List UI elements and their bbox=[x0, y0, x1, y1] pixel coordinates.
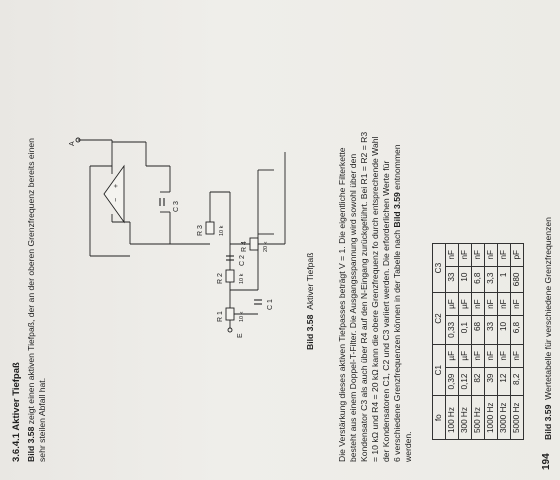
table-cell: nF bbox=[459, 243, 472, 266]
label-op-minus: − bbox=[113, 197, 120, 202]
table-header-row bbox=[433, 243, 446, 439]
table-row bbox=[511, 243, 524, 439]
table-cell: 12 bbox=[498, 367, 511, 396]
label-c2: C 2 bbox=[239, 255, 246, 266]
table-cell: 3,3 bbox=[485, 266, 498, 293]
paragraph-line-text: entnommen bbox=[392, 144, 402, 193]
paragraph-line: werden. bbox=[403, 431, 413, 462]
figure-2-label: Bild 3.59 bbox=[543, 404, 553, 440]
table-cell: 10 bbox=[498, 315, 511, 344]
op-amp bbox=[104, 166, 124, 222]
figure-2-text: Wertetabelle für verschiedene Grenzfrequenzen bbox=[543, 217, 553, 400]
figure-1-label: Bild 3.58 bbox=[305, 314, 315, 350]
table-cell: 6,8 bbox=[511, 315, 524, 344]
table-header-cell: C1 bbox=[433, 344, 446, 396]
table-cell: 500 Hz bbox=[472, 396, 485, 440]
table-row bbox=[472, 243, 485, 439]
table-cell: 33 bbox=[446, 266, 459, 293]
section-title: 3.6.4.1 Aktiver Tiefpaß bbox=[11, 362, 22, 462]
intro-line-2: sehr steilen Abfall hat. bbox=[37, 377, 47, 462]
table-cell: nF bbox=[511, 344, 524, 367]
table-row bbox=[485, 243, 498, 439]
table-cell: µF bbox=[459, 293, 472, 316]
table-header-cell: C2 bbox=[433, 293, 446, 345]
table-cell: 300 Hz bbox=[459, 396, 472, 440]
paragraph-line bbox=[392, 144, 402, 462]
paragraph-line: der Kondensatoren C1, C2 und C3 variiert werden. Die erforderlichen Werte für bbox=[381, 160, 391, 462]
figure-1-caption bbox=[305, 253, 315, 350]
table-cell: 5000 Hz bbox=[511, 396, 524, 440]
table-cell: 82 bbox=[472, 367, 485, 396]
table-cell: nF bbox=[498, 293, 511, 316]
label-r4: R 4 bbox=[241, 241, 248, 252]
table-cell: 1 bbox=[498, 266, 511, 293]
table-row bbox=[446, 243, 459, 439]
table-cell: 0,33 bbox=[446, 315, 459, 344]
label-input: E bbox=[237, 333, 244, 338]
label-r3: R 3 bbox=[197, 225, 204, 236]
table-cell: µF bbox=[446, 344, 459, 367]
label-c3: C 3 bbox=[173, 201, 180, 212]
table-cell: 33 bbox=[485, 315, 498, 344]
table-cell: 68 bbox=[472, 315, 485, 344]
table-cell: 6,8 bbox=[472, 266, 485, 293]
paragraph-line: besteht aus einem Doppel-T-Filter. Die Ausgangsspannung wird sowohl über den bbox=[348, 153, 358, 462]
label-r3-value: 10 k bbox=[219, 225, 225, 236]
table-row bbox=[459, 243, 472, 439]
table-header-cell: fo bbox=[433, 396, 446, 440]
lowpass-schematic bbox=[70, 132, 295, 342]
table-cell: nF bbox=[498, 243, 511, 266]
figure-1-text: Aktiver Tiefpaß bbox=[305, 252, 315, 310]
table-cell: nF bbox=[485, 243, 498, 266]
resistor-r2 bbox=[226, 270, 234, 282]
paragraph-line: Die Verstärkung dieses aktiven Tiefpasses beträgt V = 1. Die eigentliche Filterkette bbox=[337, 147, 347, 462]
resistor-r1 bbox=[226, 308, 234, 320]
table-cell: nF bbox=[485, 293, 498, 316]
figure-2-caption bbox=[543, 217, 553, 440]
label-r1: R 1 bbox=[217, 311, 224, 322]
label-c1: C 1 bbox=[267, 299, 274, 310]
table-cell: 8,2 bbox=[511, 367, 524, 396]
intro-line-1 bbox=[26, 138, 36, 462]
resistor-r4 bbox=[250, 238, 258, 250]
label-op-plus: + bbox=[113, 183, 120, 188]
table-cell: nF bbox=[498, 344, 511, 367]
table-row bbox=[498, 243, 511, 439]
table-body bbox=[446, 243, 524, 439]
table-cell: 0,12 bbox=[459, 367, 472, 396]
label-r4-value: 20 k bbox=[263, 241, 269, 252]
input-terminal bbox=[228, 328, 232, 332]
table-cell: 0,1 bbox=[459, 315, 472, 344]
paragraph-line: Kondensator C3 als auch über R4 auf den N-Eingang zurückgeführt. Bei R1 = R2 = R3 bbox=[359, 131, 369, 462]
table-cell: µF bbox=[459, 344, 472, 367]
table-cell: 3000 Hz bbox=[498, 396, 511, 440]
intro-line-1-text: zeigt einen aktiven Tiefpaß, der an der oberen Grenzfrequenz bereits einen bbox=[26, 138, 36, 427]
table-cell: 100 Hz bbox=[446, 396, 459, 440]
table-cell: nF bbox=[446, 243, 459, 266]
table-cell: pF bbox=[511, 243, 524, 266]
table-cell: 1000 Hz bbox=[485, 396, 498, 440]
paragraph-figure-ref: Bild 3.59 bbox=[392, 192, 402, 228]
table-cell: nF bbox=[472, 293, 485, 316]
paragraph-line: = 10 kΩ und R4 = 20 kΩ kann die obere Grenzfrequenz fo durch entsprechende Wahl bbox=[370, 136, 380, 462]
label-r2: R 2 bbox=[217, 273, 224, 284]
table-cell: nF bbox=[472, 344, 485, 367]
table-cell: nF bbox=[485, 344, 498, 367]
resistor-r3 bbox=[206, 222, 214, 234]
label-r1-value: 10 k bbox=[239, 311, 245, 322]
page-number: 194 bbox=[541, 453, 552, 470]
table-cell: nF bbox=[472, 243, 485, 266]
table-cell: 10 bbox=[459, 266, 472, 293]
label-r2-value: 10 k bbox=[239, 273, 245, 284]
label-output: A bbox=[69, 141, 76, 146]
table-cell: 39 bbox=[485, 367, 498, 396]
paragraph-line-text: 6 verschiedene Grenzfrequenzen können in der Tabelle nach bbox=[392, 227, 402, 462]
table-header-cell: C3 bbox=[433, 243, 446, 292]
capacitor-value-table bbox=[432, 243, 524, 440]
table-cell: nF bbox=[511, 293, 524, 316]
table-cell: µF bbox=[446, 293, 459, 316]
intro-figure-ref: Bild 3.58 bbox=[26, 426, 36, 462]
table-cell: 680 bbox=[511, 266, 524, 293]
table-cell: 0,39 bbox=[446, 367, 459, 396]
